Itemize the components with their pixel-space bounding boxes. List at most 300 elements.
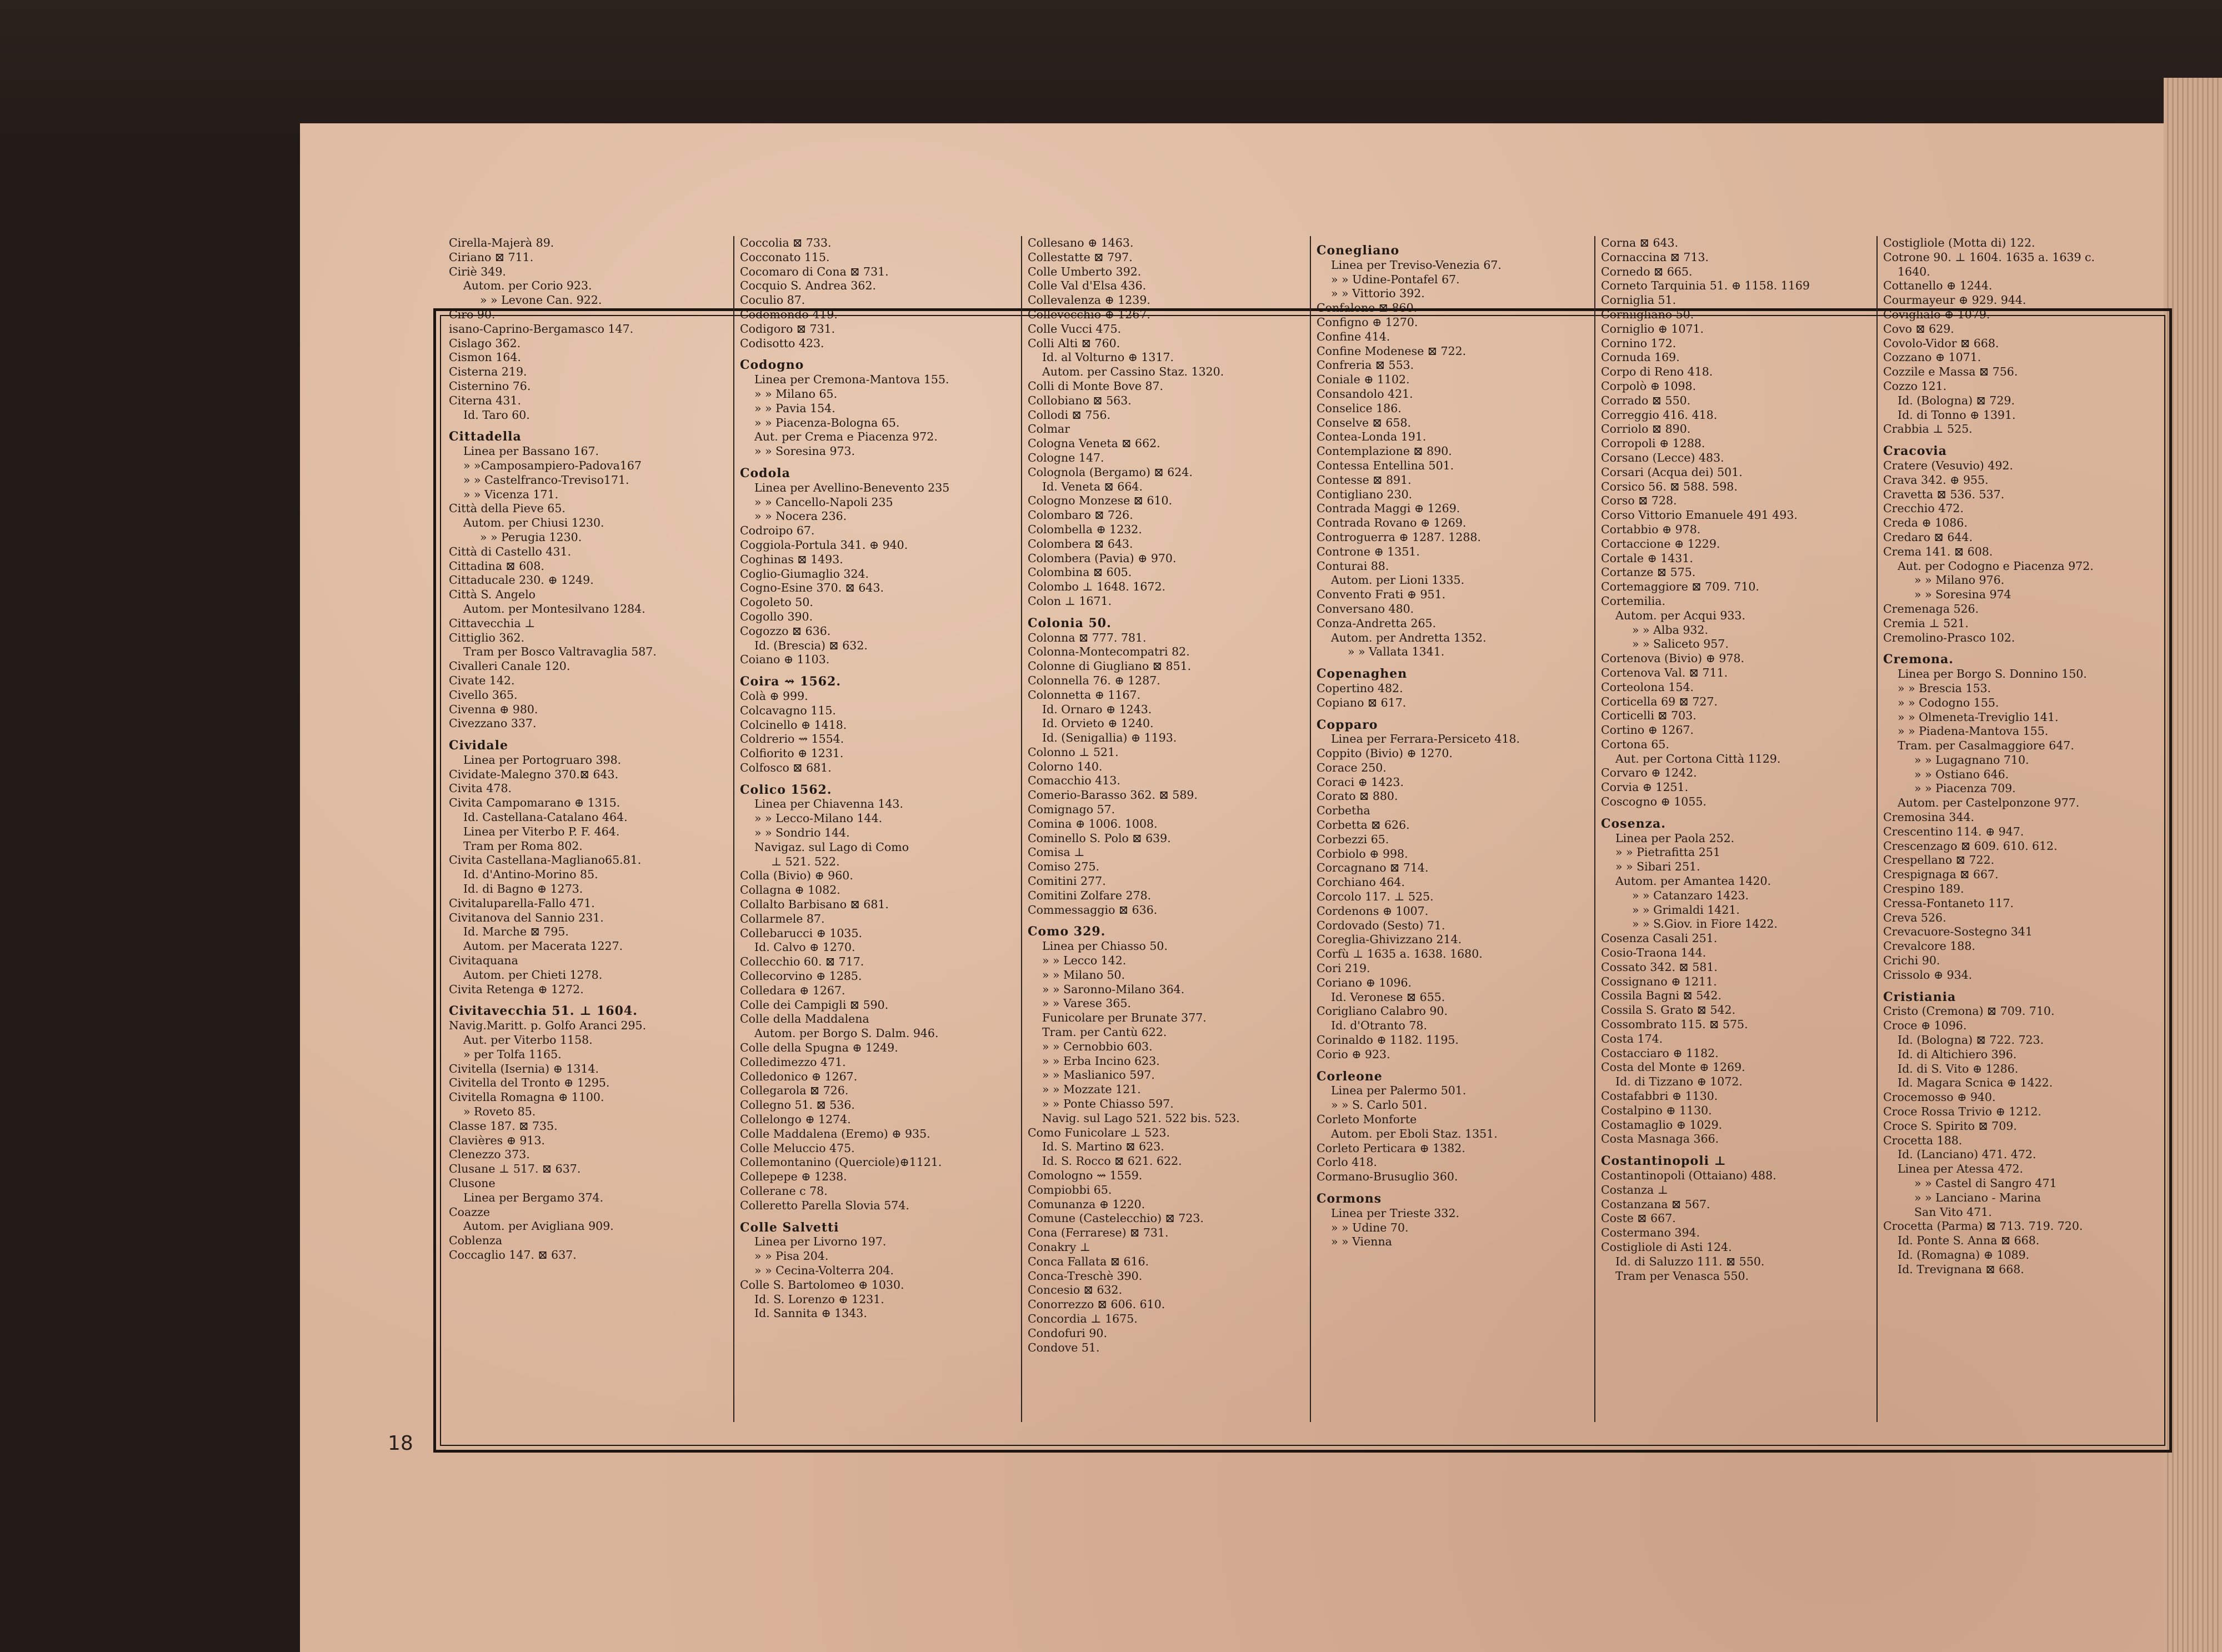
index-entry: Colli di Monte Bove 87.: [1028, 379, 1164, 393]
index-entry: » » Lugagnano 710.: [1914, 753, 2029, 767]
index-entry: Citerna 431.: [449, 393, 521, 407]
index-entry: Colcinello ⊕ 1418.: [740, 718, 847, 732]
index-entry: Cominello S. Polo ⊠ 639.: [1028, 831, 1171, 845]
index-entry: Autom. per Borgo S. Dalm. 946.: [754, 1027, 939, 1040]
index-column-2: [740, 236, 1018, 1425]
index-entry: Crespino 189.: [1883, 882, 1964, 896]
index-entry: Contemplazione ⊠ 890.: [1317, 444, 1452, 458]
index-heading: Cividale: [449, 738, 508, 753]
index-entry: Corleto Monforte: [1317, 1113, 1417, 1127]
index-entry: Collestatte ⊠ 797.: [1028, 250, 1133, 264]
index-entry: Cortabbio ⊕ 978.: [1601, 522, 1701, 536]
index-entry: Colorno 140.: [1028, 759, 1103, 773]
index-entry: Linea per Portogruaro 398.: [463, 753, 622, 767]
index-entry: Cirella-Majerà 89.: [449, 236, 554, 249]
desk-background: [0, 0, 2222, 133]
index-entry: Corbezzi 65.: [1317, 832, 1389, 846]
index-entry: Cologna Veneta ⊠ 662.: [1028, 437, 1160, 450]
index-entry: Colombella ⊕ 1232.: [1028, 522, 1142, 536]
index-entry: Autom. per Cassino Staz. 1320.: [1042, 365, 1224, 379]
index-entry: Copiano ⊠ 617.: [1317, 695, 1407, 709]
index-entry: » » Alba 932.: [1632, 623, 1708, 637]
index-entry: Coniale ⊕ 1102.: [1317, 373, 1410, 387]
index-entry: Costigliole (Motta di) 122.: [1883, 236, 2035, 249]
index-entry: Costermano 394.: [1601, 1226, 1700, 1240]
index-column-4: [1317, 236, 1594, 1425]
index-entry: Id. Ornaro ⊕ 1243.: [1042, 702, 1152, 716]
index-entry: Corpo di Reno 418.: [1601, 365, 1713, 379]
index-entry: Corpolò ⊕ 1098.: [1601, 379, 1696, 393]
index-heading: Costantinopoli ⊥: [1601, 1154, 1726, 1169]
index-entry: Crescenzago ⊠ 609. 610. 612.: [1883, 839, 2058, 853]
index-entry: Cocomaro di Cona ⊠ 731.: [740, 264, 889, 278]
column-divider: [733, 236, 734, 1422]
index-entry: Crocetta 188.: [1883, 1133, 1963, 1147]
index-entry: Covolo-Vidor ⊠ 668.: [1883, 336, 1999, 350]
index-entry: Civalleri Canale 120.: [449, 659, 570, 673]
index-entry: Civello 365.: [449, 688, 518, 702]
index-entry: Cremenaga 526.: [1883, 602, 1979, 615]
index-entry: Id. Magara Scnica ⊕ 1422.: [1898, 1076, 2053, 1090]
index-entry: Id. S. Rocco ⊠ 621. 622.: [1042, 1154, 1182, 1168]
index-entry: Autom. per Andretta 1352.: [1331, 630, 1487, 644]
index-entry: Id. Trevignana ⊠ 668.: [1898, 1262, 2024, 1276]
index-entry: » » Vicenza 171.: [463, 487, 559, 501]
index-entry: Cislago 362.: [449, 336, 521, 350]
index-entry: Civita Campomarano ⊕ 1315.: [449, 796, 620, 810]
index-entry: Linea per Cremona-Mantova 155.: [754, 373, 949, 387]
index-entry: Collecorvino ⊕ 1285.: [740, 969, 862, 983]
index-entry: Corriolo ⊠ 890.: [1601, 422, 1691, 436]
index-entry: Confine 414.: [1317, 329, 1390, 343]
index-entry: Civita Castellana-Magliano65.81.: [449, 853, 642, 867]
index-entry: Autom. per Macerata 1227.: [463, 939, 623, 953]
index-entry: Linea per Viterbo P. F. 464.: [463, 824, 620, 838]
index-entry: Contrada Rovano ⊕ 1269.: [1317, 516, 1467, 530]
index-entry: Linea per Trieste 332.: [1331, 1206, 1460, 1220]
index-entry: Colonne di Giugliano ⊠ 851.: [1028, 659, 1192, 673]
index-entry: Costa 174.: [1601, 1032, 1663, 1045]
index-column-1: [449, 236, 727, 1425]
index-entry: Colombo ⊥ 1648. 1672.: [1028, 580, 1166, 594]
index-entry: » » Sibari 251.: [1615, 860, 1700, 874]
index-entry: Comiso 275.: [1028, 860, 1100, 874]
index-entry: Crava 342. ⊕ 955.: [1883, 473, 1989, 487]
index-entry: Courmayeur ⊕ 929. 944.: [1883, 293, 2026, 307]
index-entry: Linea per Paola 252.: [1615, 831, 1735, 845]
index-entry: Cornaccina ⊠ 713.: [1601, 250, 1709, 264]
index-entry: Linea per Chiasso 50.: [1042, 939, 1168, 953]
index-entry: » » Nocera 236.: [754, 509, 847, 523]
index-entry: Covo ⊠ 629.: [1883, 322, 1954, 336]
index-entry: » » Milano 50.: [1042, 968, 1125, 982]
index-entry: » » Pisa 204.: [754, 1249, 829, 1263]
index-entry: Colonna-Montecompatri 82.: [1028, 645, 1190, 659]
index-entry: Controne ⊕ 1351.: [1317, 544, 1420, 558]
index-entry: Crabbia ⊥ 525.: [1883, 422, 1973, 436]
index-entry: Id. d'Antino-Morino 85.: [463, 868, 598, 882]
index-entry: Corcolo 117. ⊥ 525.: [1317, 890, 1434, 904]
index-heading: Copparo: [1317, 717, 1378, 732]
index-entry: Colonnetta ⊕ 1167.: [1028, 688, 1141, 702]
index-entry: Cordovado (Sesto) 71.: [1317, 918, 1445, 932]
index-entry: » » Lecco-Milano 144.: [754, 812, 883, 825]
index-entry: » » Lecco 142.: [1042, 954, 1127, 968]
index-entry: Contesse ⊠ 891.: [1317, 473, 1412, 487]
index-entry: Conca-Treschè 390.: [1028, 1269, 1143, 1283]
index-entry: Colmar: [1028, 422, 1070, 436]
index-entry: » » Catanzaro 1423.: [1632, 888, 1749, 902]
index-entry: Cravetta ⊠ 536. 537.: [1883, 487, 2005, 501]
index-entry: Corbetha: [1317, 804, 1370, 818]
index-heading: Como 329.: [1028, 924, 1106, 939]
index-entry: Id. di Altichiero 396.: [1898, 1047, 2017, 1061]
index-entry: Coccolia ⊠ 733.: [740, 236, 832, 249]
index-entry: isano-Caprino-Bergamasco 147.: [449, 322, 634, 336]
index-entry: Id. al Volturno ⊕ 1317.: [1042, 351, 1174, 364]
index-entry: » » Sondrio 144.: [754, 826, 850, 840]
index-entry: Classe 187. ⊠ 735.: [449, 1119, 558, 1133]
index-entry: Collevecchio ⊕ 1267.: [1028, 307, 1150, 321]
index-entry: Navig.Maritt. p. Golfo Aranci 295.: [449, 1019, 647, 1033]
index-entry: Autom. per Castelponzone 977.: [1898, 796, 2080, 810]
index-entry: » » Lanciano - Marina: [1914, 1190, 2041, 1204]
index-entry: Cisterna 219.: [449, 365, 527, 379]
index-entry: Condofuri 90.: [1028, 1326, 1107, 1340]
index-entry: Cittadina ⊠ 608.: [449, 559, 544, 573]
index-entry: Collarmele 87.: [740, 912, 825, 925]
index-entry: » » S. Carlo 501.: [1331, 1098, 1428, 1112]
index-entry: Colledara ⊕ 1267.: [740, 983, 845, 997]
index-entry: Corniigliano 50.: [1601, 307, 1694, 321]
index-entry: Colfosco ⊠ 681.: [740, 760, 832, 774]
index-heading: Cittadella: [449, 429, 522, 444]
index-entry: » » Maslianico 597.: [1042, 1068, 1155, 1082]
index-entry: Comignago 57.: [1028, 803, 1115, 817]
index-entry: Id. (Senigallia) ⊕ 1193.: [1042, 731, 1177, 745]
index-entry: » » Brescia 153.: [1898, 681, 1991, 695]
index-entry: Comisa ⊥: [1028, 845, 1085, 859]
index-entry: Cossignano ⊕ 1211.: [1601, 974, 1717, 988]
index-heading: Coira ⇝ 1562.: [740, 674, 842, 689]
index-entry: Corchiano 464.: [1317, 875, 1405, 889]
index-entry: Coculio 87.: [740, 293, 805, 307]
index-entry: Colledonico ⊕ 1267.: [740, 1069, 858, 1083]
index-entry: Collagna ⊕ 1082.: [740, 883, 840, 897]
index-entry: Coiano ⊕ 1103.: [740, 653, 830, 667]
index-entry: Colle Vucci 475.: [1028, 322, 1122, 336]
index-entry: Crema 141. ⊠ 608.: [1883, 544, 1993, 558]
index-entry: Contigliano 230.: [1317, 487, 1413, 501]
index-entry: Crespignaga ⊠ 667.: [1883, 868, 1999, 882]
index-entry: Cornino 172.: [1601, 336, 1676, 350]
index-entry: Comologno ⇝ 1559.: [1028, 1169, 1143, 1182]
index-entry: Collobiano ⊠ 563.: [1028, 393, 1132, 407]
index-entry: Coghinas ⊠ 1493.: [740, 552, 843, 566]
index-entry: Crissolo ⊕ 934.: [1883, 968, 1973, 982]
index-entry: Cittiglio 362.: [449, 630, 525, 644]
index-entry: Corrado ⊠ 550.: [1601, 393, 1691, 407]
index-entry: Costantinopoli (Ottaiano) 488.: [1601, 1169, 1776, 1182]
index-entry: Corteolona 154.: [1601, 680, 1694, 694]
index-entry: Creva 526.: [1883, 910, 1946, 924]
index-entry: Id. Orvieto ⊕ 1240.: [1042, 717, 1154, 730]
index-entry: » » Olmeneta-Treviglio 141.: [1898, 710, 2059, 724]
index-entry: Consandolo 421.: [1317, 387, 1413, 401]
index-entry: Civitella Romagna ⊕ 1100.: [449, 1090, 604, 1104]
index-entry: Corniglia 51.: [1601, 293, 1676, 307]
index-entry: Cornuda 169.: [1601, 351, 1680, 364]
index-entry: Corbetta ⊠ 626.: [1317, 818, 1410, 832]
index-entry: Coglio-Giumaglio 324.: [740, 567, 869, 580]
index-entry: » » Udine 70.: [1331, 1220, 1409, 1234]
index-entry: Corbiolo ⊕ 998.: [1317, 847, 1408, 860]
index-entry: Cogoleto 50.: [740, 595, 813, 609]
index-entry: Navig. sul Lago 521. 522 bis. 523.: [1042, 1111, 1240, 1125]
index-entry: Id. S. Lorenzo ⊕ 1231.: [754, 1292, 884, 1306]
index-entry: Id. di S. Vito ⊕ 1286.: [1898, 1062, 2019, 1075]
index-entry: Cologno Monzese ⊠ 610.: [1028, 494, 1173, 508]
index-entry: Commessaggio ⊠ 636.: [1028, 903, 1158, 917]
index-entry: Colombera (Pavia) ⊕ 970.: [1028, 551, 1177, 565]
index-entry: » » Vienna: [1331, 1235, 1392, 1249]
index-entry: Colon ⊥ 1671.: [1028, 594, 1112, 608]
index-heading: Corleone: [1317, 1069, 1383, 1084]
index-entry: Costalpino ⊕ 1130.: [1601, 1103, 1712, 1117]
index-entry: Coscogno ⊕ 1055.: [1601, 795, 1706, 809]
index-entry: Civita Retenga ⊕ 1272.: [449, 982, 584, 996]
index-entry: Linea per Avellino-Benevento 235: [754, 480, 950, 494]
index-entry: » » Varese 365.: [1042, 997, 1132, 1010]
index-entry: Linea per Chiavenna 143.: [754, 797, 903, 811]
index-entry: Coreglia-Ghivizzano 214.: [1317, 933, 1462, 947]
index-entry: Colonna ⊠ 777. 781.: [1028, 630, 1147, 644]
index-heading: Conegliano: [1317, 243, 1400, 258]
index-entry: » » Udine-Pontafel 67.: [1331, 272, 1460, 286]
index-heading: Colonia 50.: [1028, 615, 1112, 630]
index-entry: Cortemilia.: [1601, 594, 1666, 608]
index-entry: Coppito (Bivio) ⊕ 1270.: [1317, 747, 1453, 760]
index-entry: Cona (Ferrarese) ⊠ 731.: [1028, 1226, 1169, 1240]
index-entry: Corlo 418.: [1317, 1155, 1377, 1169]
index-entry: Convento Frati ⊕ 951.: [1317, 588, 1446, 602]
index-entry: Colle della Maddalena: [740, 1012, 869, 1026]
index-entry: » Roveto 85.: [463, 1105, 536, 1119]
index-entry: Corsico 56. ⊠ 588. 598.: [1601, 479, 1738, 493]
index-entry: Cotrone 90. ⊥ 1604. 1635 a. 1639 c.: [1883, 250, 2095, 264]
index-entry: » » Erba Incino 623.: [1042, 1054, 1160, 1068]
index-entry: Collepepe ⊕ 1238.: [740, 1170, 847, 1184]
index-entry: Id. di Bagno ⊕ 1273.: [463, 882, 583, 896]
index-entry: » » Piadena-Mantova 155.: [1898, 724, 2049, 738]
index-entry: Cozzano ⊕ 1071.: [1883, 351, 1981, 364]
index-entry: Copertino 482.: [1317, 681, 1403, 695]
index-entry: » » Saliceto 957.: [1632, 637, 1729, 651]
index-entry: Corato ⊠ 880.: [1317, 789, 1398, 803]
index-entry: Comacchio 413.: [1028, 774, 1120, 788]
index-entry: » » Cecina-Volterra 204.: [754, 1263, 894, 1277]
index-entry: Id. (Brescia) ⊠ 632.: [754, 638, 868, 652]
index-entry: » » Ponte Chiasso 597.: [1042, 1097, 1174, 1111]
index-entry: Corvaro ⊕ 1242.: [1601, 766, 1697, 780]
index-entry: Colledimezzo 471.: [740, 1055, 846, 1069]
index-entry: Navigaz. sul Lago di Como: [754, 840, 909, 854]
index-entry: Cremolino-Prasco 102.: [1883, 630, 2015, 644]
index-column-3: [1028, 236, 1305, 1425]
index-entry: Città della Pieve 65.: [449, 502, 565, 515]
index-entry: Civate 142.: [449, 673, 515, 687]
index-entry: Coviglialo ⊕ 1079.: [1883, 307, 1990, 321]
index-entry: Civenna ⊕ 980.: [449, 702, 538, 716]
index-entry: Crespellano ⊠ 722.: [1883, 853, 1995, 867]
index-entry: Conversano 480.: [1317, 602, 1414, 615]
index-entry: Corvia ⊕ 1251.: [1601, 780, 1689, 794]
index-entry: Corticelli ⊠ 703.: [1601, 709, 1696, 723]
index-entry: Colleretto Parella Slovia 574.: [740, 1198, 909, 1212]
index-entry: Conza-Andretta 265.: [1317, 616, 1437, 630]
index-entry: Civitaluparella-Fallo 471.: [449, 896, 595, 910]
index-entry: Collegarola ⊠ 726.: [740, 1084, 849, 1098]
index-entry: Civitaquana: [449, 954, 518, 968]
index-entry: Aut. per Cortona Città 1129.: [1615, 752, 1781, 765]
index-entry: Collodi ⊠ 756.: [1028, 408, 1111, 422]
index-entry: Id. d'Otranto 78.: [1331, 1019, 1427, 1033]
index-entry: Autom. per Montesilvano 1284.: [463, 602, 645, 615]
index-entry: Cordenons ⊕ 1007.: [1317, 904, 1429, 918]
index-heading: Cristiania: [1883, 989, 1956, 1004]
index-entry: Credaro ⊠ 644.: [1883, 530, 1973, 544]
index-entry: Confalone ⊠ 860.: [1317, 301, 1418, 315]
index-entry: Cismon 164.: [449, 351, 521, 364]
index-entry: » » Milano 976.: [1914, 573, 2005, 587]
index-entry: Id. Ponte S. Anna ⊠ 668.: [1898, 1234, 2040, 1248]
index-entry: Crocemosso ⊕ 940.: [1883, 1090, 1996, 1104]
index-entry: San Vito 471.: [1914, 1205, 1992, 1219]
index-entry: Id. Veneta ⊠ 664.: [1042, 479, 1143, 493]
index-entry: » » Milano 65.: [754, 387, 838, 401]
index-entry: Clusone: [449, 1177, 496, 1190]
index-entry: Colle Umberto 392.: [1028, 264, 1142, 278]
index-heading: Copenaghen: [1317, 667, 1408, 682]
index-heading: Colico 1562.: [740, 782, 832, 797]
index-entry: Comitini Zolfare 278.: [1028, 888, 1152, 902]
index-entry: Collegno 51. ⊠ 536.: [740, 1098, 855, 1112]
index-entry: Coccaglio 147. ⊠ 637.: [449, 1248, 577, 1261]
column-divider: [1310, 236, 1311, 1422]
index-entry: Linea per Bassano 167.: [463, 444, 599, 458]
index-entry: Crescentino 114. ⊕ 947.: [1883, 824, 2024, 838]
index-entry: Linea per Livorno 197.: [754, 1235, 887, 1249]
index-entry: ⊥ 521. 522.: [771, 854, 840, 868]
index-entry: » » Vallata 1341.: [1348, 645, 1445, 659]
index-entry: Croce Rossa Trivio ⊕ 1212.: [1883, 1105, 2041, 1119]
index-heading: Cosenza.: [1601, 816, 1666, 831]
index-entry: Id. Castellana-Catalano 464.: [463, 810, 628, 824]
index-entry: Cormano-Brusuglio 360.: [1317, 1170, 1458, 1184]
index-entry: Tram per Venasca 550.: [1615, 1269, 1749, 1283]
index-heading: Colle Salvetti: [740, 1220, 839, 1235]
index-entry: Colà ⊕ 999.: [740, 689, 808, 703]
index-entry: » » Castel di Sangro 471: [1914, 1177, 2057, 1190]
index-entry: Colle dei Campigli ⊠ 590.: [740, 998, 889, 1012]
index-entry: Comerio-Barasso 362. ⊠ 589.: [1028, 788, 1198, 802]
index-entry: Costacciaro ⊕ 1182.: [1601, 1046, 1719, 1060]
index-entry: Collebarucci ⊕ 1035.: [740, 926, 863, 940]
index-entry: » » Piacenza 709.: [1914, 782, 2016, 795]
index-entry: Coazze: [449, 1205, 490, 1219]
index-entry: » » Cancello-Napoli 235: [754, 495, 893, 509]
index-entry: Comina ⊕ 1006. 1008.: [1028, 817, 1158, 830]
index-entry: » » Castelfranco-Treviso171.: [463, 473, 629, 487]
index-entry: Collesano ⊕ 1463.: [1028, 236, 1134, 249]
index-entry: Creda ⊕ 1086.: [1883, 516, 1968, 530]
index-heading: Codola: [740, 465, 790, 480]
index-entry: Colle Meluccio 475.: [740, 1141, 855, 1155]
column-divider: [1594, 236, 1595, 1422]
index-entry: » » Ostiano 646.: [1914, 767, 2009, 781]
index-entry: Aut. per Codogno e Piacenza 972.: [1898, 559, 2094, 573]
index-entry: Corcagnano ⊠ 714.: [1317, 861, 1429, 875]
index-entry: Colombaro ⊠ 726.: [1028, 508, 1133, 522]
index-entry: Cortona 65.: [1601, 737, 1669, 751]
index-entry: Coldrerio ⇝ 1554.: [740, 732, 844, 746]
index-entry: Comunanza ⊕ 1220.: [1028, 1197, 1145, 1211]
index-entry: Colfiorito ⊕ 1231.: [740, 747, 844, 760]
index-entry: » » Soresina 974: [1914, 588, 2011, 602]
index-entry: » » Levone Can. 922.: [480, 293, 602, 307]
index-entry: Colle della Spugna ⊕ 1249.: [740, 1041, 898, 1055]
page-stack-edge: [2164, 78, 2222, 1652]
index-entry: Concesio ⊠ 632.: [1028, 1283, 1123, 1297]
index-entry: Clavières ⊕ 913.: [449, 1133, 546, 1147]
column-divider: [1021, 236, 1022, 1422]
index-entry: Correggio 416. 418.: [1601, 408, 1718, 422]
index-entry: Crevacuore-Sostegno 341: [1883, 925, 2033, 939]
index-entry: Id. (Bologna) ⊠ 722. 723.: [1898, 1033, 2044, 1047]
index-entry: Costanzana ⊠ 567.: [1601, 1197, 1710, 1211]
index-entry: Colla (Bivio) ⊕ 960.: [740, 869, 853, 883]
index-entry: Id. di Saluzzo 111. ⊠ 550.: [1615, 1254, 1765, 1268]
index-entry: Autom. per Chiusi 1230.: [463, 516, 604, 530]
index-entry: » » Perugia 1230.: [480, 530, 582, 544]
index-entry: Id. Calvo ⊕ 1270.: [754, 940, 855, 954]
index-entry: Corropoli ⊕ 1288.: [1601, 437, 1705, 450]
index-entry: Collecchio 60. ⊠ 717.: [740, 955, 864, 969]
index-entry: Corso ⊠ 728.: [1601, 494, 1677, 508]
index-entry: Città S. Angelo: [449, 588, 536, 602]
index-entry: Conselice 186.: [1317, 401, 1402, 415]
index-entry: Corniglio ⊕ 1071.: [1601, 322, 1704, 336]
index-entry: Conselve ⊠ 658.: [1317, 415, 1412, 429]
index-entry: » » Grimaldi 1421.: [1632, 903, 1740, 917]
index-entry: Tram per Roma 802.: [463, 839, 583, 853]
index-entry: Id. di Tizzano ⊕ 1072.: [1615, 1075, 1743, 1089]
index-entry: Cogollo 390.: [740, 609, 813, 623]
index-entry: Crichi 90.: [1883, 954, 1940, 968]
index-entry: » » Mozzate 121.: [1042, 1083, 1141, 1097]
index-entry: Corio ⊕ 923.: [1317, 1047, 1390, 1061]
index-entry: Città di Castello 431.: [449, 544, 572, 558]
index-entry: Coblenza: [449, 1234, 503, 1248]
index-entry: Id. (Romagna) ⊕ 1089.: [1898, 1248, 2030, 1261]
index-entry: Colli Alti ⊠ 760.: [1028, 336, 1120, 350]
index-entry: Autom. per Amantea 1420.: [1615, 874, 1771, 888]
index-entry: Corace 250.: [1317, 760, 1387, 774]
index-entry: Autom. per Chieti 1278.: [463, 968, 603, 982]
index-entry: » » Pavia 154.: [754, 401, 835, 415]
index-entry: Croce S. Spirito ⊠ 709.: [1883, 1119, 2017, 1133]
index-entry: Cornedo ⊠ 665.: [1601, 264, 1693, 278]
